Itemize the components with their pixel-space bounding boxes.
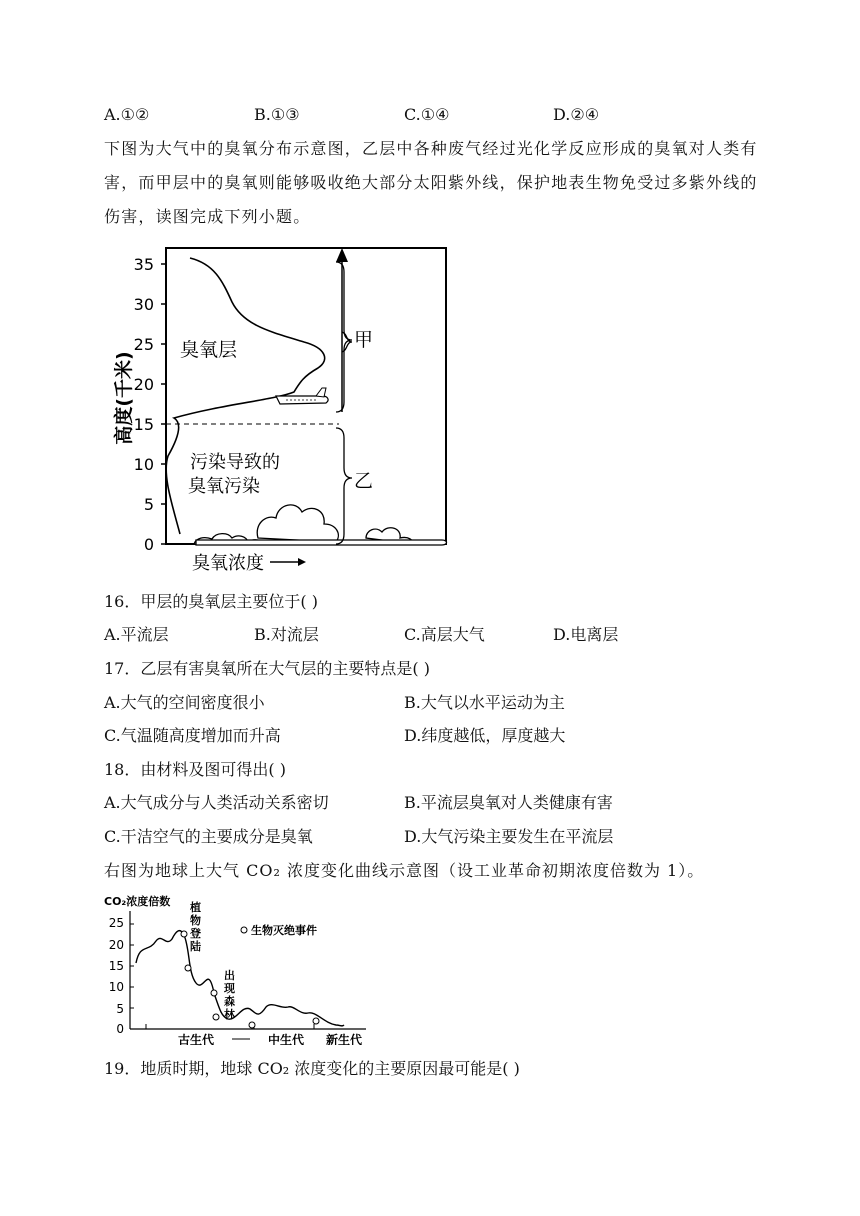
intro-paragraph-co2: 右图为地球上大气 CO₂ 浓度变化曲线示意图（设工业革命初期浓度倍数为 1）。	[104, 861, 705, 880]
co2-y-ticks	[109, 916, 124, 1036]
q18-stem: 18．由材料及图可得出( )	[104, 760, 286, 779]
ozone-distribution-figure	[104, 242, 464, 577]
forest-label	[223, 968, 236, 1021]
option-c: C.①④	[404, 105, 450, 124]
y-tick-5: 5	[143, 495, 154, 514]
option-d: D.②④	[553, 105, 600, 124]
svg-text:现: 现	[224, 982, 235, 995]
q17-option-a: A.大气的空间密度很小	[104, 693, 265, 712]
q18-option-d: D.大气污染主要发生在平流层	[404, 827, 614, 846]
y-tick-30: 30	[133, 295, 154, 314]
svg-text:新生代: 新生代	[326, 1033, 363, 1045]
q18-option-a: A.大气成分与人类活动关系密切	[104, 793, 329, 812]
co2-y-axis-title: CO₂浓度倍数	[104, 895, 171, 908]
svg-text:森: 森	[224, 995, 235, 1008]
svg-text:中生代: 中生代	[268, 1033, 305, 1045]
svg-text:陆: 陆	[190, 940, 201, 953]
svg-text:5: 5	[116, 1002, 124, 1016]
y-axis-title: 高度(千米)	[113, 351, 135, 445]
yi-brace	[336, 428, 352, 544]
y-tick-25: 25	[133, 335, 154, 354]
svg-text:物: 物	[190, 914, 201, 927]
q16-option-d: D.电离层	[553, 625, 619, 644]
y-tick-0: 0	[143, 535, 154, 554]
y-tick-15: 15	[133, 415, 154, 434]
x-axis-arrow-icon	[298, 558, 306, 566]
q18-option-c: C.干洁空气的主要成分是臭氧	[104, 827, 313, 846]
y-ticks	[134, 255, 154, 554]
q17-option-b: B.大气以水平运动为主	[404, 693, 565, 712]
svg-text:出: 出	[224, 969, 235, 982]
q18-option-b: B.平流层臭氧对人类健康有害	[404, 793, 613, 812]
q16-option-b: B.对流层	[254, 625, 319, 644]
extinction-markers	[181, 931, 319, 1028]
clouds-ground-icon	[194, 505, 447, 545]
intro-paragraph-ozone: 下图为大气中的臭氧分布示意图，乙层中各种废气经过光化学反应形成的臭氧对人类有害，而甲层中的臭氧则能够吸收绝大部分太阳紫外线，保护地表生物免受过多紫外线的伤害，读图完成下列小题。	[104, 139, 758, 226]
q17-option-c: C.气温随高度增加而升高	[104, 726, 281, 745]
pollution-label-line2: 臭氧污染	[188, 476, 260, 497]
co2-curve	[136, 931, 344, 1026]
era-labels	[178, 1032, 363, 1045]
co2-concentration-figure	[104, 893, 374, 1045]
y-tick-20: 20	[133, 375, 154, 394]
x-axis-title: 臭氧浓度	[192, 553, 264, 574]
y-tick-35: 35	[133, 255, 154, 274]
svg-text:林: 林	[224, 1008, 235, 1021]
svg-text:10: 10	[108, 980, 124, 994]
jia-label: 甲	[354, 329, 374, 351]
q16-option-a: A.平流层	[104, 625, 169, 644]
svg-text:登: 登	[190, 927, 201, 940]
svg-text:植: 植	[190, 901, 201, 914]
svg-text:20: 20	[108, 938, 124, 952]
option-b: B.①③	[254, 105, 300, 124]
q16-option-c: C.高层大气	[404, 625, 485, 644]
q16-stem: 16．甲层的臭氧层主要位于( )	[104, 592, 318, 611]
svg-text:古生代: 古生代	[178, 1033, 215, 1045]
svg-text:25: 25	[108, 916, 124, 930]
plants-land-label	[189, 900, 201, 953]
svg-text:0: 0	[116, 1022, 124, 1036]
q17-option-d: D.纬度越低，厚度越大	[404, 726, 566, 745]
pollution-label-line1: 污染导致的	[190, 452, 280, 473]
y-tick-10: 10	[133, 455, 154, 474]
extinction-legend-icon	[241, 927, 247, 933]
q17-stem: 17．乙层有害臭氧所在大气层的主要特点是( )	[104, 659, 430, 678]
svg-text:15: 15	[108, 959, 124, 973]
airplane-icon	[276, 388, 328, 404]
option-a: A.①②	[104, 105, 150, 124]
q19-stem: 19．地质时期，地球 CO₂ 浓度变化的主要原因最可能是( )	[104, 1059, 520, 1078]
extinction-legend-label: 生物灭绝事件	[251, 924, 317, 937]
yi-label: 乙	[354, 470, 374, 492]
ozone-layer-label: 臭氧层	[180, 339, 238, 361]
